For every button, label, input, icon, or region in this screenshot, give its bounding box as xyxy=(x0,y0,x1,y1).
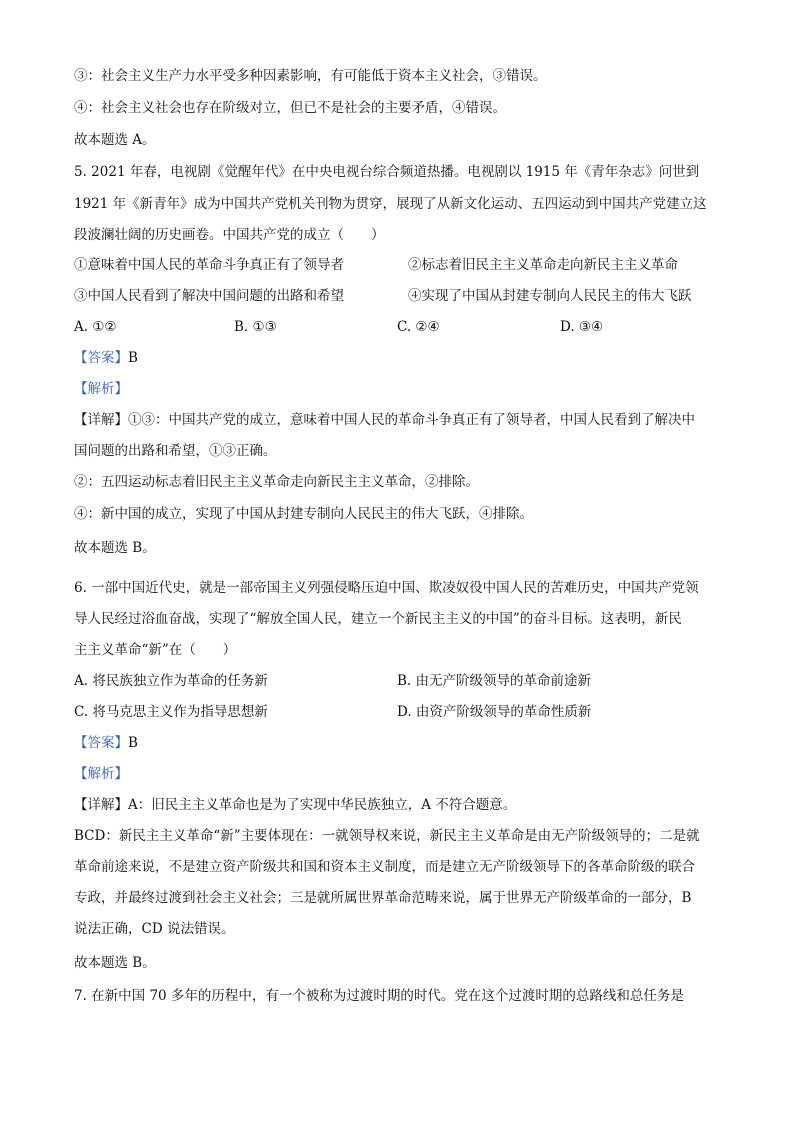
q6-detail-text-1: A：旧民主主义革命也是为了实现中华民族独立，A 不符合题意。 xyxy=(128,797,517,813)
q6-analysis-tag: 【解析】 xyxy=(74,766,128,782)
q4-conclusion: 故本题选 A。 xyxy=(74,132,156,148)
q5-answer-tag: 【答案】 xyxy=(74,350,128,366)
q5-statement-4: ④实现了中国从封建专制向人民民主的伟大飞跃 xyxy=(408,288,692,304)
q5-detail-line-2: 国问题的出路和希望，①③正确。 xyxy=(74,443,277,459)
q5-detail-line-3: ②：五四运动标志着旧民主主义革命走向新民主主义革命，②排除。 xyxy=(74,474,479,490)
q4-item3: ③：社会主义生产力水平受多种因素影响，有可能低于资本主义社会，③错误。 xyxy=(74,68,547,84)
q5-analysis-heading xyxy=(74,379,128,399)
q5-statement-2: ②标志着旧民主主义革命走向新民主主义革命 xyxy=(408,257,678,273)
q6-detail-tag: 【详解】 xyxy=(74,797,128,813)
q6-answer-tag: 【答案】 xyxy=(74,735,128,751)
q5-conclusion: 故本题选 B。 xyxy=(74,540,156,556)
q5-option-d: D. ③④ xyxy=(560,319,604,335)
q5-statement-1: ①意味着中国人民的革命斗争真正有了领导者 xyxy=(74,257,344,273)
q6-detail-line-2: BCD：新民主主义革命“新”主要体现在：一就领导权来说，新民主主义革命是由无产阶级领导的；二是就 xyxy=(74,828,700,844)
q6-stem-line-1: 6. 一部中国近代史，就是一部帝国主义列强侵略压迫中国、欺凌奴役中国人民的苦难历史，中国共产党领 xyxy=(74,580,699,596)
q5-answer xyxy=(74,348,138,368)
q5-detail-tag: 【详解】 xyxy=(74,412,128,428)
q7-stem-line-1: 7. 在新中国 70 多年的历程中，有一个被称为过渡时期的时代。党在这个过渡时期的总路线和总任务是 xyxy=(74,988,684,1004)
q5-stem-line-3: 段波澜壮阔的历史画卷。中国共产党的成立（ ） xyxy=(74,227,385,243)
q6-stem-line-2: 导人民经过浴血奋战，实现了“解放全国人民，建立一个新民主主义的中国”的奋斗目标。这表明，新民 xyxy=(74,611,682,627)
q4-item4: ④：社会主义社会也存在阶级对立，但已不是社会的主要矛盾，④错误。 xyxy=(74,100,506,116)
q5-detail-line-1 xyxy=(74,410,695,430)
q6-option-a: A. 将民族独立作为革命的任务新 xyxy=(74,673,268,689)
q5-stem-line-2: 1921 年《新青年》成为中国共产党机关刊物为贯穿，展现了从新文化运动、五四运动到中国共产党建立这 xyxy=(74,196,707,212)
q5-option-a: A. ①② xyxy=(74,319,117,335)
q5-option-b: B. ①③ xyxy=(234,319,277,335)
q6-option-c: C. 将马克思主义作为指导思想新 xyxy=(74,704,268,720)
q6-detail-line-5: 说法正确，CD 说法错误。 xyxy=(74,921,235,937)
q5-detail-line-4: ④：新中国的成立，实现了中国从封建专制向人民民主的伟大飞跃，④排除。 xyxy=(74,506,533,522)
q6-answer-value: B xyxy=(128,735,138,751)
q5-stem-line-1: 5. 2021 年春，电视剧《觉醒年代》在中央电视台综合频道热播。电视剧以 1915 年《青年杂志》问世到 xyxy=(74,164,700,180)
q6-answer xyxy=(74,733,138,753)
q5-statement-3: ③中国人民看到了解决中国问题的出路和希望 xyxy=(74,288,344,304)
q5-option-c: C. ②④ xyxy=(397,319,440,335)
q6-detail-line-1 xyxy=(74,795,516,815)
q6-stem-line-3: 主主义革命“新”在（ ） xyxy=(74,642,237,658)
q6-detail-line-4: 专政，并最终过渡到社会主义社会；三是就所属世界革命范畴来说，属于世界无产阶级革命的一部分，B xyxy=(74,890,692,906)
q5-detail-text-1: ①③：中国共产党的成立，意味着中国人民的革命斗争真正有了领导者，中国人民看到了解决中 xyxy=(128,412,695,428)
q5-analysis-tag: 【解析】 xyxy=(74,381,128,397)
q6-detail-line-3: 革命前途来说，不是建立资产阶级共和国和资本主义制度，而是建立无产阶级领导下的各革命阶级的联合 xyxy=(74,859,695,875)
q6-analysis-heading xyxy=(74,764,128,784)
q5-answer-value: B xyxy=(128,350,138,366)
q6-option-d: D. 由资产阶级领导的革命性质新 xyxy=(397,704,592,720)
q6-option-b: B. 由无产阶级领导的革命前途新 xyxy=(397,673,592,689)
q6-conclusion: 故本题选 B。 xyxy=(74,955,156,971)
